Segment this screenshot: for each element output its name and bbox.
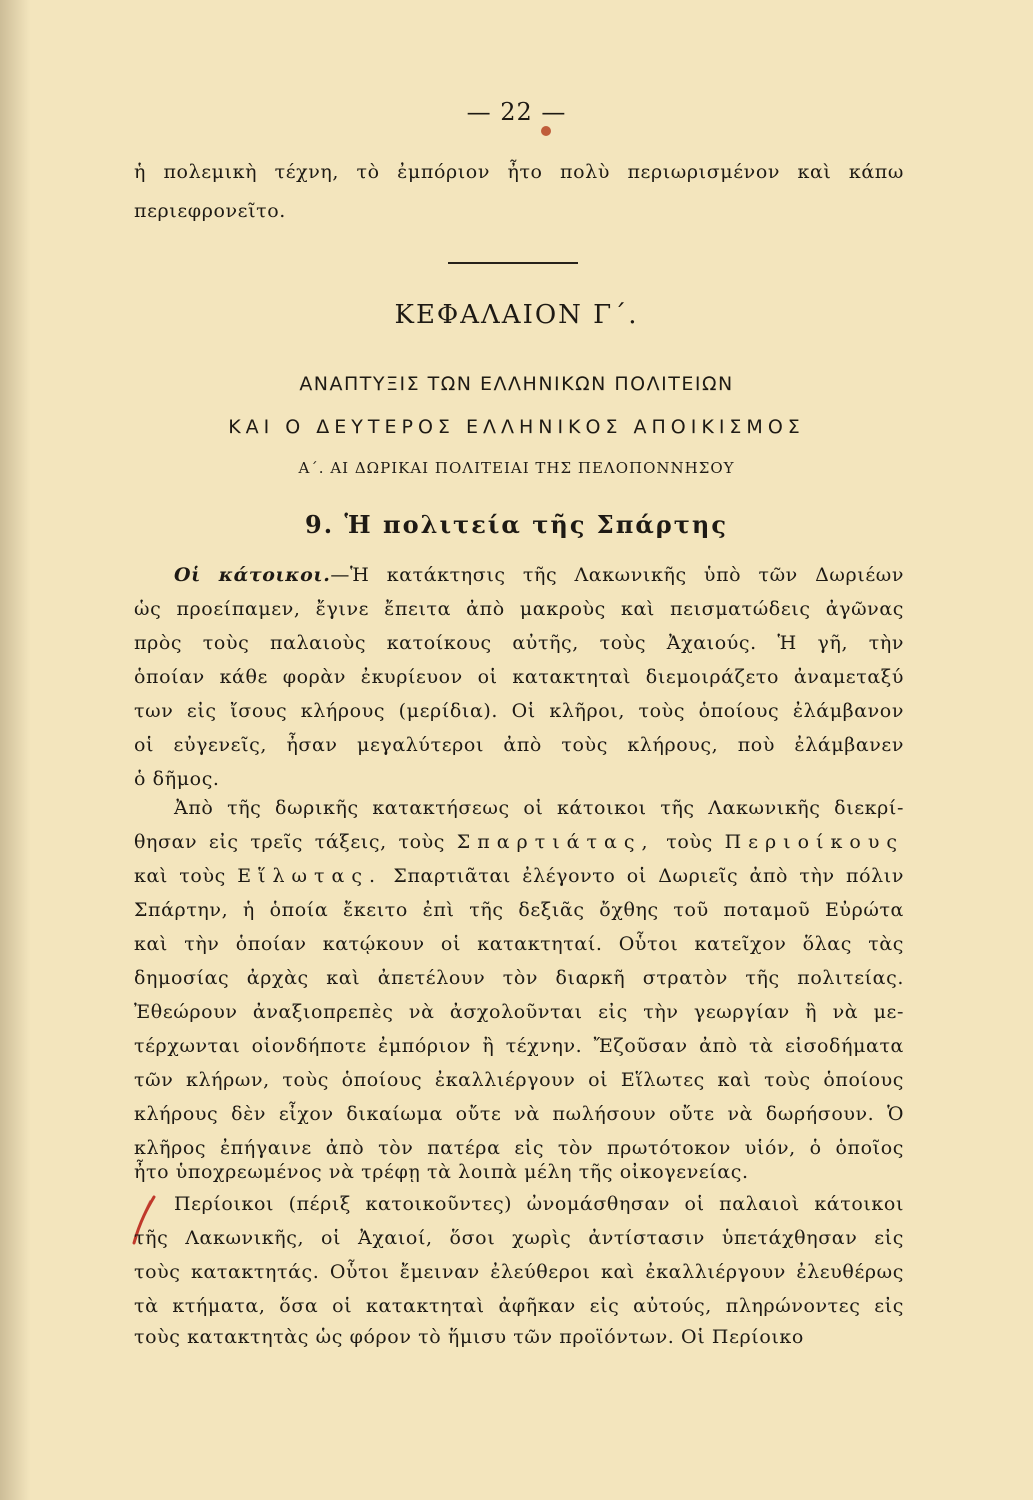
text-line: ὁ δῆμος. <box>134 768 220 790</box>
text-line <box>134 833 904 852</box>
text-line: καὶ τὴν ὁποίαν κατῴκουν οἱ κατακτηταί. Οὗτοι κατεῖχον ὅλας τὰς <box>134 933 904 955</box>
text-fragment: Σπαρτιᾶται ἐλέγοντο οἱ Δωριεῖς ἀπὸ τὴν πόλιν <box>393 865 904 887</box>
text-line: Ἀπὸ τῆς δωρικῆς κατακτήσεως οἱ κάτοικοι τῆς Λακωνικῆς διεκρί- <box>174 797 904 819</box>
text-line: Ἐθεώρουν ἀναξιοπρεπὲς νὰ ἀσχολοῦνται εἰς τὴν γεωργίαν ἢ νὰ με- <box>134 1001 904 1023</box>
text-line: τοὺς κατακτητὰς ὡς φόρον τὸ ἥμισυ τῶν προϊόντων. Οἱ Περίοικο <box>134 1326 804 1348</box>
text-line: πρὸς τοὺς παλαιοὺς κατοίκους αὐτῆς, τοὺς Ἀχαιούς. Ἡ γῆ, τὴν <box>134 632 904 654</box>
text-line: των εἰς ἴσους κλήρους (μερίδια). Οἱ κλῆροι, τοὺς ὁποίους ἐλάμβανον <box>134 700 904 722</box>
text-line: τοὺς κατακτητάς. Οὗτοι ἔμειναν ἐλεύθεροι καὶ ἐκαλλιέργουν ἐλευθέρως <box>134 1261 904 1283</box>
text-line: περιεφρονεῖτο. <box>134 200 286 222</box>
text-line: κλῆρος ἐπήγαινε ἀπὸ τὸν πατέρα εἰς τὸν πρωτότοκον υἱόν, ὁ ὁποῖος <box>134 1137 904 1159</box>
text-line: ὁποίαν κάθε φορὰν ἐκυρίευον οἱ κατακτηταὶ διεμοιράζετο ἀναμεταξύ <box>134 666 904 688</box>
text-line: Περίοικοι (πέριξ κατοικοῦντες) ὠνομάσθησαν οἱ παλαιοὶ κάτοικοι <box>174 1193 904 1215</box>
text-line: ἦτο ὑποχρεωμένος νὰ τρέφῃ τὰ λοιπὰ μέλη τῆς οἰκογενείας. <box>134 1161 749 1183</box>
subsection-heading: Α΄. ΑΙ ΔΩΡΙΚΑΙ ΠΟΛΙΤΕΙΑΙ ΤΗΣ ΠΕΛΟΠΟΝΝΗΣΟΥ <box>298 459 735 477</box>
text-line: τὰ κτήματα, ὅσα οἱ κατακτηταὶ ἀφῆκαν εἰς αὐτούς, πληρώνοντες εἰς <box>134 1295 904 1317</box>
text-line <box>134 867 904 886</box>
paragraph-lead-in: Οἱ κάτοικοι. <box>174 564 331 586</box>
page-number: — 22 — <box>466 98 567 126</box>
chapter-title: ΚΕΦΑΛΑΙΟΝ Γ΄. <box>394 300 639 330</box>
text-line: Σπάρτην, ἡ ὁποία ἔκειτο ἐπὶ τῆς δεξιᾶς ὄχθης τοῦ ποταμοῦ Εὐρώτα <box>134 899 904 921</box>
text-line: κλήρους δὲν εἶχον δικαίωμα οὔτε νὰ πωλήσουν οὔτε νὰ δωρήσουν. Ὁ <box>134 1103 904 1125</box>
text-line: τῶν κλήρων, τοὺς ὁποίους ἐκαλλιέργουν οἱ Εἵλωτες καὶ τοὺς ὁποίους <box>134 1069 904 1091</box>
text-line: δημοσίας ἀρχὰς καὶ ἀπετέλουν τὸν διαρκῆ στρατὸν τῆς πολιτείας. <box>134 967 904 989</box>
paragraph-text: —Ἡ κατάκτησις τῆς Λακωνικῆς ὑπὸ τῶν Δωριέων <box>330 564 905 586</box>
text-fragment: καὶ τοὺς <box>134 865 226 887</box>
term-helots: Εἵλωτας. <box>237 865 383 887</box>
chapter-heading-line-2: ΚΑΙ Ο ΔΕΥΤΕΡΟΣ ΕΛΛΗΝΙΚΟΣ ΑΠΟΙΚΙΣΜΟΣ <box>228 416 805 438</box>
text-line: ὡς προείπαμεν, ἔγινε ἔπειτα ἀπὸ μακροὺς καὶ πεισματώδεις ἀγῶνας <box>134 598 904 620</box>
term-spartiates: Σπαρτιάτας, <box>456 831 655 853</box>
section-divider <box>448 262 578 264</box>
text-fragment: τοὺς <box>666 831 713 853</box>
ornament-dot <box>541 126 551 136</box>
text-line: τῆς Λακωνικῆς, οἱ Ἀχαιοί, ὅσοι χωρὶς ἀντίστασιν ὑπετάχθησαν εἰς <box>134 1227 904 1249</box>
page-edge-shadow <box>0 0 30 1500</box>
paragraph-first-line <box>174 566 904 585</box>
term-perioikoi: Περιοίκους <box>724 831 905 853</box>
chapter-heading-line-1: ΑΝΑΠΤΥΞΙΣ ΤΩΝ ΕΛΛΗΝΙΚΩΝ ΠΟΛΙΤΕΙΩΝ <box>299 373 734 395</box>
text-line: ἡ πολεμικὴ τέχνη, τὸ ἐμπόριον ἦτο πολὺ περιωρισμένον καὶ κάπω <box>134 161 904 183</box>
text-fragment: θησαν εἰς τρεῖς τάξεις, τοὺς <box>134 831 446 853</box>
section-heading: 9. Ἡ πολιτεία τῆς Σπάρτης <box>305 510 728 539</box>
text-line: τέρχωνται οἱονδήποτε ἐμπόριον ἢ τέχνην. Ἔζοῦσαν ἀπὸ τὰ εἰσοδήματα <box>134 1035 904 1057</box>
text-line: οἱ εὐγενεῖς, ἦσαν μεγαλύτεροι ἀπὸ τοὺς κλήρους, ποὺ ἐλάμβανεν <box>134 734 904 756</box>
